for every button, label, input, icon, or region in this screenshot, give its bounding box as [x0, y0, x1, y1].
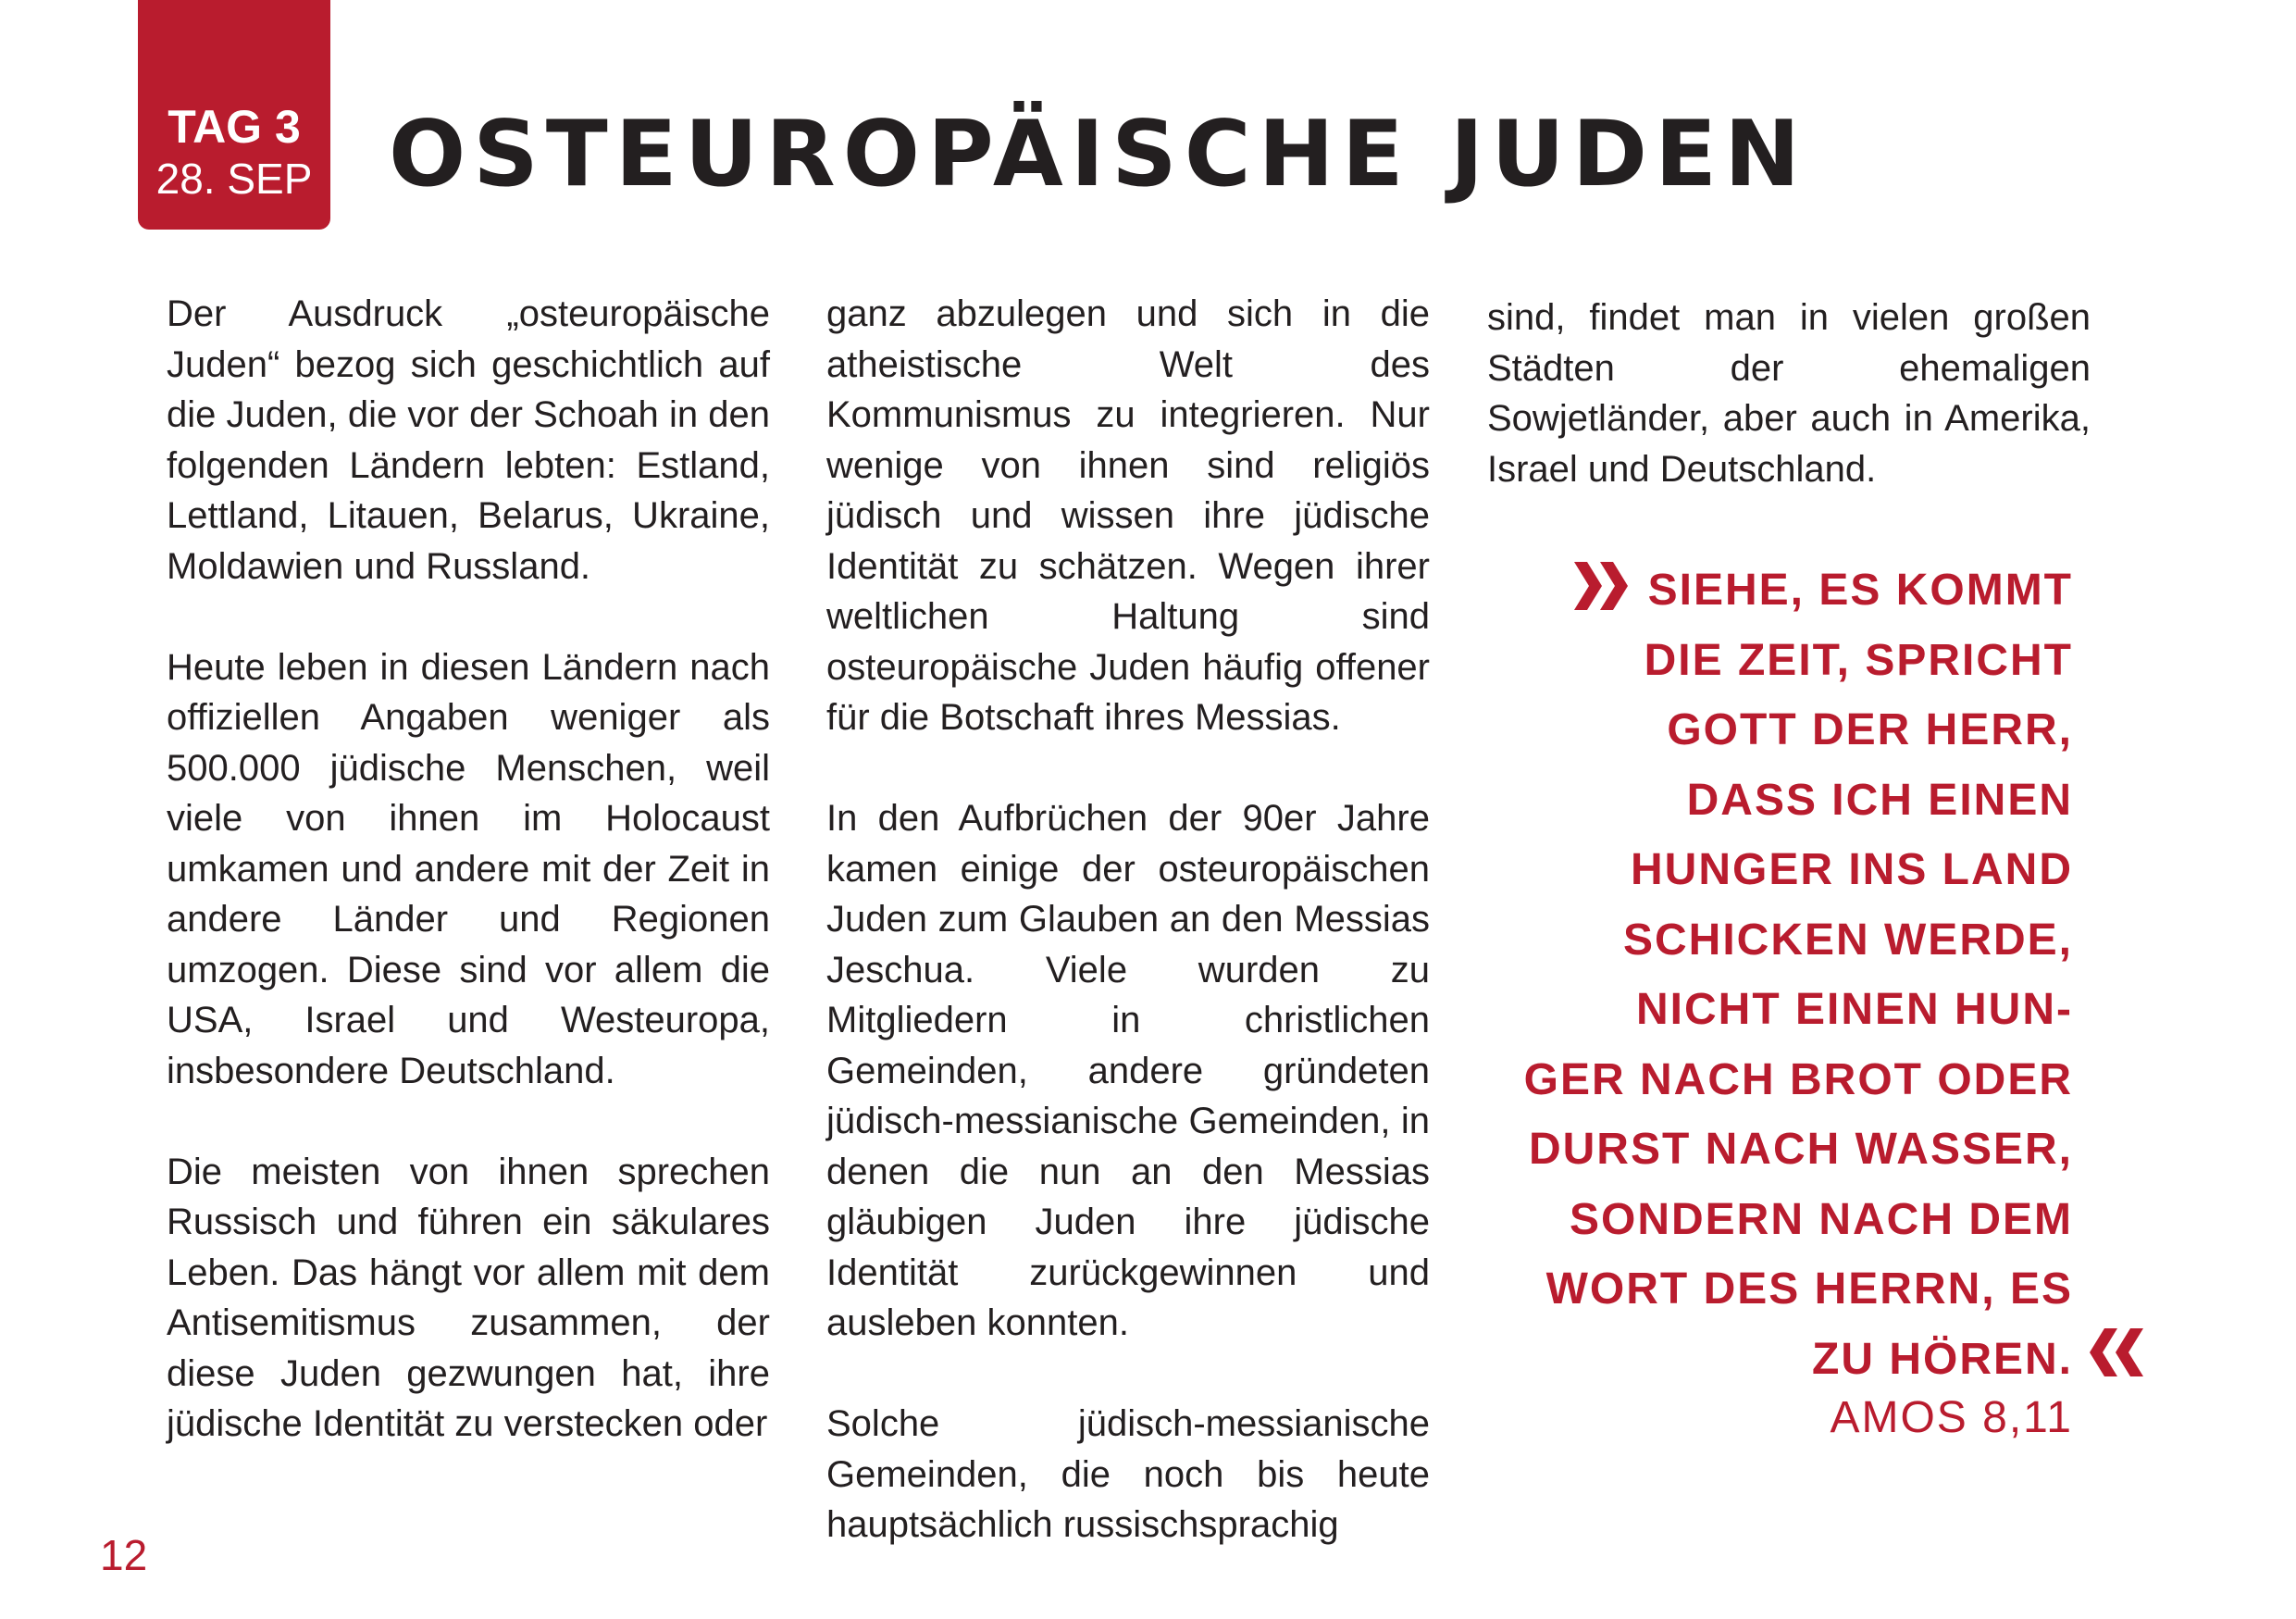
paragraph: ganz abzulegen und sich in die atheistische Welt des Kommunismus zu integrieren. Nur wenige von ihnen sind religiös jüdisch und wissen ihre jüdische Identität zu schätzen. Wegen ihrer weltlichen Haltung sind osteuropäische Juden häufig offener für die Botschaft ihres Messias.	[826, 293, 1430, 738]
day-badge	[138, 0, 330, 230]
quote-line: SCHICKEN WERDE,	[1622, 915, 2073, 965]
paragraph: Der Ausdruck „osteuropäische Juden“ bezog sich geschichtlich auf die Juden, die vor der Schoah in den folgenden Ländern lebten: Estland, Lettland, Litauen, Belarus, Ukraine, Moldawien und Russland.	[167, 293, 770, 587]
day-date: 28. SEP	[155, 155, 313, 203]
paragraph: Die meisten von ihnen sprechen Russisch und führen ein säkulares Leben. Das hängt vor allem mit dem Antisemitismus zusammen, der diese Juden gezwungen hat, ihre jüdische Identität zu verstecken oder	[167, 1151, 770, 1444]
quote-text: SIEHE, ES KOMMT	[1647, 566, 2073, 615]
page-title: OSTEUROPÄISCHE JUDEN	[389, 102, 1808, 207]
quote-line: HUNGER INS LAND	[1630, 845, 2073, 894]
text-column-2	[826, 289, 1430, 1551]
quote-line: SONDERN NACH DEM	[1569, 1194, 2073, 1244]
quote-line: DASS ICH EINEN	[1686, 775, 2073, 825]
quote-line: GER NACH BROT ODER	[1523, 1054, 2073, 1104]
quote-line: ZU HÖREN.	[1812, 1334, 2073, 1384]
quote-line: NICHT EINEN HUN-	[1636, 985, 2073, 1034]
paragraph: Heute leben in diesen Ländern nach offiziellen Angaben weniger als 500.000 jüdische Menschen, weil viele von ihnen im Holocaust umkamen und andere mit der Zeit in andere Länder und Regionen umzogen. Diese sind vor allem die USA, Israel und Westeuropa, insbesondere Deutschland.	[167, 646, 770, 1091]
quote-line: DIE ZEIT, SPRICHT	[1644, 635, 2073, 685]
day-number: TAG 3	[168, 101, 301, 153]
quote-source: AMOS 8,11	[1830, 1393, 2073, 1442]
quote-line: WORT DES HERRN, ES	[1545, 1264, 2073, 1314]
paragraph: Solche jüdisch-messianische Gemeinden, die noch bis heute hauptsächlich russischsprachig	[826, 1403, 1430, 1545]
quote-line: GOTT DER HERR,	[1667, 705, 2073, 754]
double-chevron-left-icon	[2086, 1328, 2145, 1376]
page-number: 12	[100, 1531, 148, 1579]
quote-line: DURST NACH WASSER,	[1528, 1125, 2073, 1174]
text-column-1	[167, 289, 770, 1450]
paragraph: sind, findet man in vielen großen Städten der ehemaligen Sowjetländer, aber auch in Amerika, Israel und Deutschland.	[1487, 297, 2091, 490]
quote-line	[1444, 555, 2073, 626]
bible-quote	[1444, 555, 2073, 1394]
double-chevron-right-icon	[1572, 562, 1632, 610]
text-column-3	[1487, 293, 2091, 494]
paragraph: In den Aufbrüchen der 90er Jahre kamen einige der osteuropäischen Juden zum Glauben an den Messias Jeschua. Viele wurden zu Mitgliedern in christlichen Gemeinden, andere gründeten jüdisch-messianische Gemeinden, in denen die nun an den Messias gläubigen Juden ihre jüdische Identität zurückgewinnen und ausleben konnten.	[826, 798, 1430, 1343]
